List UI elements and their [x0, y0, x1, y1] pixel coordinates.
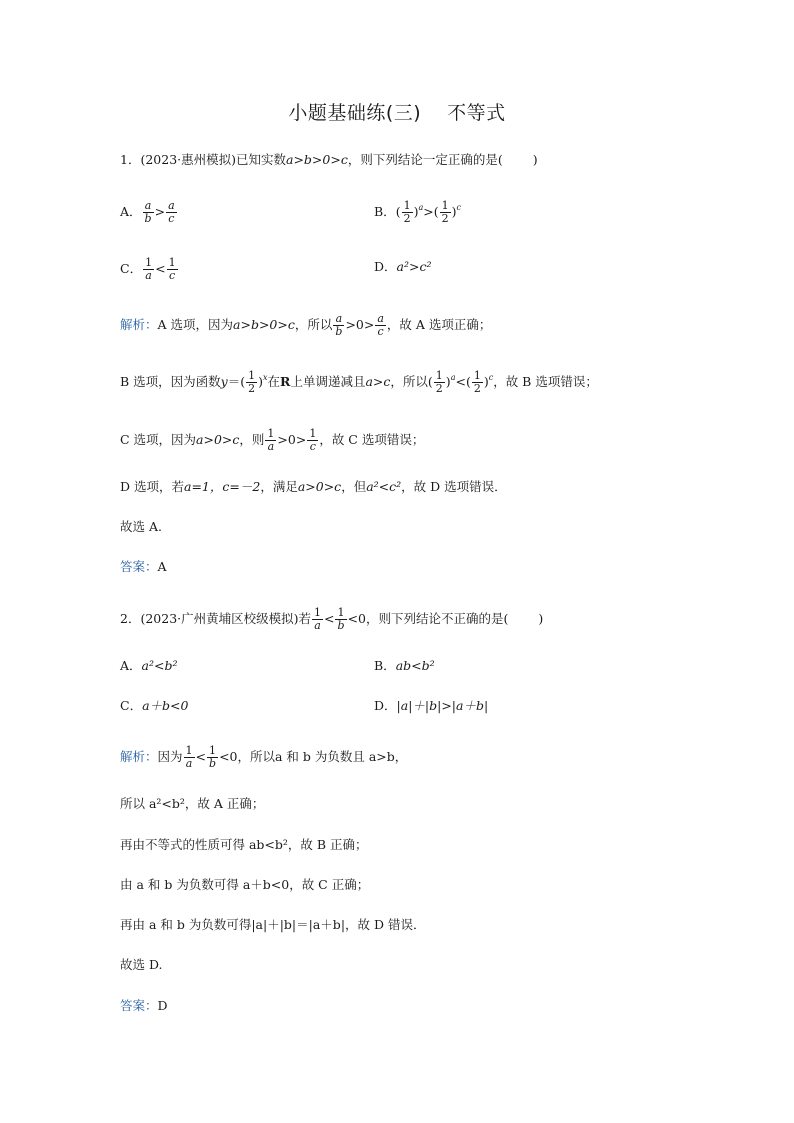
q2-option-b: B．ab<b² — [374, 658, 435, 673]
q2-option-d: D．|a|＋|b|>|a＋b| — [374, 698, 489, 713]
q2-solution-3: 再由不等式的性质可得 ab<b²，故 B 正确； — [120, 837, 368, 852]
q1-solution-c: C 选项，因为a>0>c，则 $\frac{1}{a}$ >0> $\frac{1}{c}$ ，故 C 选项错误； — [120, 427, 425, 453]
q1-option-b: B．( $\frac{1}{2}$ )$^a$>( $\frac{1}{2}$ )$^c$ — [374, 199, 461, 225]
q1-answer: 答案：A — [120, 559, 167, 574]
q1-solution-b: B 选项，因为函数y＝( $\frac{1}{2}$ )$^x$在R上单调递减且a>c，所以( $\frac{1}{2}$ )$^a$<( $\frac{1}{2}$ )$^c$，故 B 选项错误； — [120, 369, 598, 395]
q1-solution-d: D 选项，若a=1，c=－2，满足a>0>c，但a²<c²，故 D 选项错误． — [120, 479, 507, 494]
q2-stem: 2．(2023·广州黄埔区校级模拟)若 $\frac{1}{a}$ < $\frac{1}{b}$ <0，则下列结论不正确的是( ) — [120, 606, 544, 632]
page-title — [0, 98, 794, 125]
q1-solution-a: 解析：A 选项，因为a>b>0>c，所以 $\frac{a}{b}$ >0> $\frac{a}{c}$ ，故 A 选项正确； — [120, 312, 492, 338]
q2-solution-5: 再由 a 和 b 为负数可得|a|＋|b|＝|a＋b|，故 D 错误． — [120, 917, 426, 932]
q1-conclusion: 故选 A. — [120, 519, 162, 534]
title-main: 小题基础练(三) — [288, 102, 422, 124]
q1-option-c: C． $\frac{1}{a}$ < $\frac{1}{c}$ — [120, 256, 176, 282]
q2-solution-2: 所以 a²<b²，故 A 正确； — [120, 796, 265, 811]
q1-option-d: D．a²>c² — [374, 259, 432, 274]
q2-answer: 答案：D — [120, 998, 168, 1013]
q2-option-c: C．a＋b<0 — [120, 698, 189, 713]
q1-option-a: A． $\frac{a}{b}$ > $\frac{a}{c}$ — [120, 199, 175, 225]
q2-option-a: A．a²<b² — [120, 658, 178, 673]
q1-stem: 1．(2023·惠州模拟)已知实数a>b>0>c，则下列结论一定正确的是( ) — [120, 152, 538, 167]
q2-solution-4: 由 a 和 b 为负数可得 a＋b<0，故 C 正确； — [120, 877, 370, 892]
q2-conclusion: 故选 D. — [120, 957, 163, 972]
q2-solution-1: 解析：因为 $\frac{1}{a}$ < $\frac{1}{b}$ <0，所以a 和 b 为负数且 a>b， — [120, 744, 408, 770]
title-sub: 不等式 — [447, 102, 506, 124]
